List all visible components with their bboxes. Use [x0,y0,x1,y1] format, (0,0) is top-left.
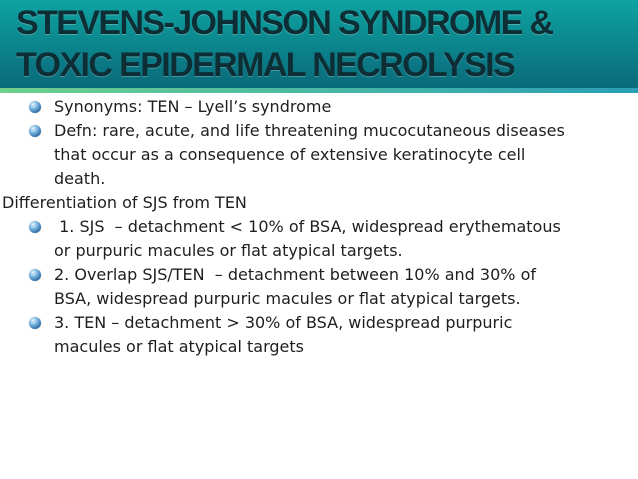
section-heading-text: Differentiation of SJS from TEN [2,193,247,212]
bullet-text: death. [54,169,106,188]
bullet-icon [29,101,41,113]
bullet-text: macules or flat atypical targets [54,337,304,356]
bullet-text: or purpuric macules or flat atypical targets. [54,241,403,260]
bullet-item-synonyms [28,95,618,119]
bullet-icon [29,221,41,233]
bullet-text: BSA, widespread purpuric macules or flat atypical targets. [54,289,521,308]
bullet-item-ten [28,311,618,359]
bullet-item-overlap [28,263,618,311]
section-heading-differentiation [2,191,618,215]
bullet-item-sjs [28,215,618,263]
bullet-text: Defn: rare, acute, and life threatening mucocutaneous diseases [54,121,565,140]
title-accent-strip [0,88,638,93]
bullet-text: that occur as a consequence of extensive keratinocyte cell [54,145,526,164]
bullet-icon [29,317,41,329]
bullet-text: 1. SJS – detachment < 10% of BSA, widespread erythematous [54,217,561,236]
slide-title-line-2: TOXIC EPIDERMAL NECROLYSIS [16,46,515,84]
slide-title [16,2,626,86]
bullet-text: 2. Overlap SJS/TEN – detachment between 10% and 30% of [54,265,536,284]
bullet-icon [29,269,41,281]
bullet-text: 3. TEN – detachment > 30% of BSA, widespread purpuric [54,313,513,332]
bullet-text: Synonyms: TEN – Lyell’s syndrome [54,97,332,116]
slide-title-line-1: STEVENS-JOHNSON SYNDROME & [16,4,553,42]
bullet-icon [29,125,41,137]
slide-body [2,95,618,359]
bullet-item-definition [28,119,618,191]
